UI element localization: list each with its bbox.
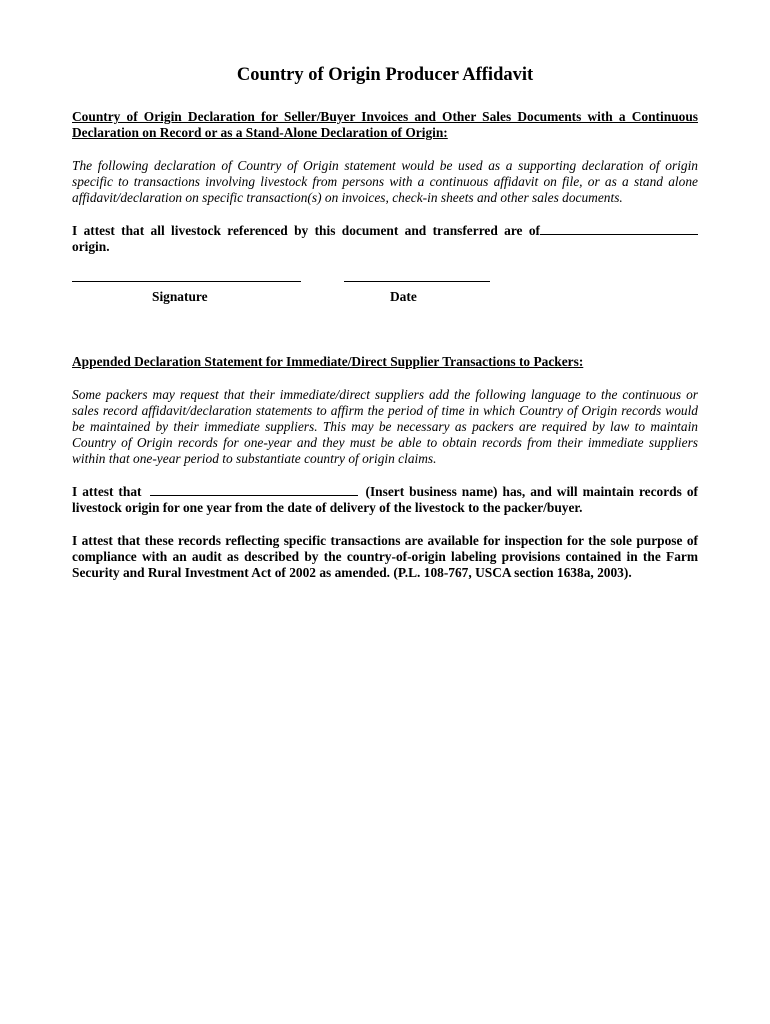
document-title: Country of Origin Producer Affidavit <box>236 65 534 85</box>
origin-attest-prefix: I attest that all livestock referenced by this document and transferred are of <box>72 223 540 238</box>
section1-intro: The following declaration of Country of Origin statement would be used as a supporting declaration of origin specific to transactions involving livestock from persons with a continuous affidavit on file, or as a stand alone affidavit/declaration on specific transaction(s) on invoices, check-in sheets and other sales documents. <box>72 158 698 205</box>
affidavit-page <box>72 62 698 598</box>
business-name-blank-field[interactable] <box>150 484 358 496</box>
section2-heading: Appended Declaration Statement for Immediate/Direct Supplier Transactions to Packers: <box>72 354 584 369</box>
section1-heading: Country of Origin Declaration for Seller/Buyer Invoices and Other Sales Documents with a Continuous Declaration on Record or as a Stand-Alone Declaration of Origin: <box>72 109 698 140</box>
inspection-attestation: I attest that these records reflecting specific transactions are available for inspection for the sole purpose of compliance with an audit as described by the country-of-origin labeling provisions contained in the Farm Security and Rural Investment Act of 2002 as amended. (P.L. 108-767, USCA section 1638a, 2003). <box>72 533 698 580</box>
signature-line[interactable] <box>72 281 301 282</box>
section2-intro: Some packers may request that their immediate/direct suppliers add the following language to the continuous or sales record affidavit/declaration statements to affirm the period of time in which Country of Origin records would be maintained by their immediate suppliers. This may be necessary as packers are required by law to maintain Country of Origin records for one-year and they must be able to obtain records from their immediate suppliers within that one-year period to substantiate country of origin claims. <box>72 387 698 466</box>
origin-attest-suffix: origin. <box>72 239 110 254</box>
date-label: Date <box>390 289 417 304</box>
date-line[interactable] <box>344 281 490 282</box>
origin-attestation <box>72 223 698 255</box>
origin-blank-field[interactable] <box>540 223 698 235</box>
records-attest-suffix: (Insert business name) has, and will maintain records of livestock origin for one year from the date of delivery of the livestock to the packer/buyer. <box>72 484 698 515</box>
signature-block <box>72 277 698 321</box>
records-attest-prefix: I attest that <box>72 484 142 499</box>
records-attestation <box>72 484 698 516</box>
signature-label: Signature <box>152 289 208 304</box>
